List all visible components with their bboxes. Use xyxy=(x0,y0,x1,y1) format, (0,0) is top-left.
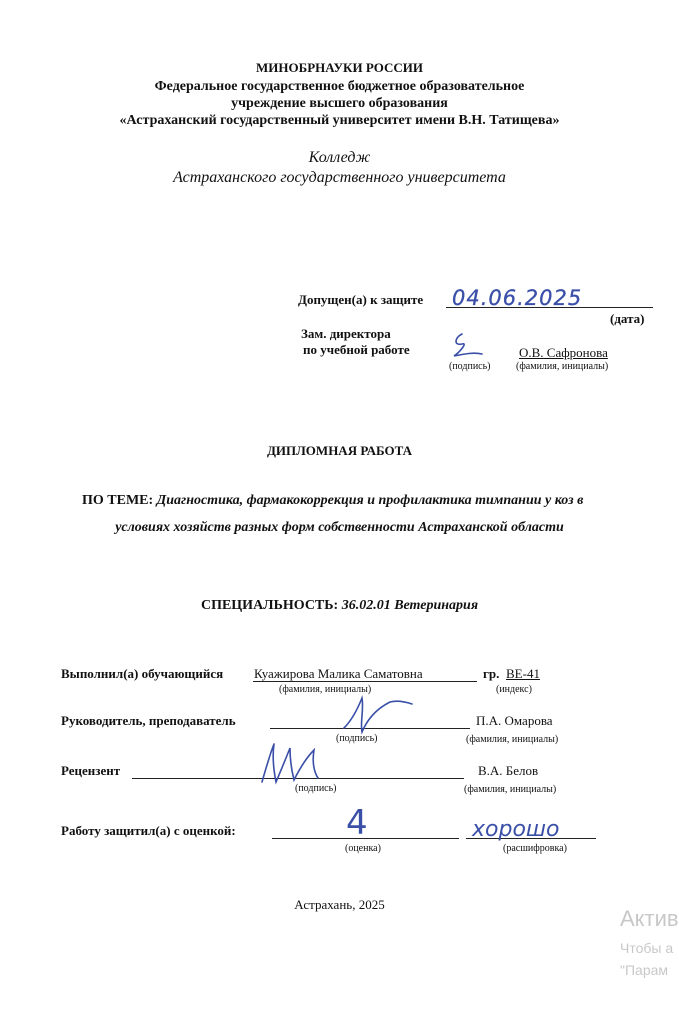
deputy-signature-caption: (подпись) xyxy=(449,361,491,372)
grade-label: Работу защитил(а) с оценкой: xyxy=(61,823,236,838)
topic-text-2: условиях хозяйств разных форм собственности Астраханской области xyxy=(115,520,564,535)
org-line-2: учреждение высшего образования xyxy=(231,96,448,111)
specialty-line xyxy=(0,598,679,614)
supervisor-name-caption: (фамилия, инициалы) xyxy=(466,734,559,745)
college-line-1: Колледж xyxy=(308,149,371,166)
specialty-value: 36.02.01 Ветеринария xyxy=(341,598,479,613)
svg-text:04.06.2025: 04.06.2025 xyxy=(452,286,583,310)
svg-text:хорошо: хорошо xyxy=(472,817,560,842)
svg-text:4: 4 xyxy=(346,803,368,842)
specialty-label: СПЕЦИАЛЬНОСТЬ: xyxy=(200,598,339,613)
handwritten-grade-word xyxy=(470,812,600,844)
deputy-title-2: по учебной работе xyxy=(303,342,410,357)
topic-line-1 xyxy=(82,493,583,509)
city-year: Астрахань, 2025 xyxy=(294,897,385,912)
work-title: ДИПЛОМНАЯ РАБОТА xyxy=(266,443,413,458)
reviewer-signature xyxy=(256,738,336,788)
student-name: Куажирова Малика Саматовна xyxy=(254,666,423,681)
student-name-caption: (фамилия, инициалы) xyxy=(279,684,372,695)
group-label: гр. xyxy=(483,666,500,681)
student-label: Выполнил(а) обучающийся xyxy=(61,666,224,681)
reviewer-name-caption: (фамилия, инициалы) xyxy=(464,784,557,795)
grade-word-caption: (расшифровка) xyxy=(503,843,567,854)
handwritten-date xyxy=(450,283,600,311)
reviewer-signature-caption: (подпись) xyxy=(295,783,337,794)
watermark-line-3: "Парам xyxy=(620,962,669,978)
supervisor-name: П.А. Омарова xyxy=(476,713,553,728)
topic-text-1: Диагностика, фармакокоррекция и профилактика тимпании у коз в xyxy=(156,493,584,508)
ministry-title: МИНОБРНАУКИ РОССИИ xyxy=(256,60,423,75)
group-caption: (индекс) xyxy=(496,684,532,695)
student-name-underline xyxy=(253,681,477,682)
college-line-2: Астраханского государственного университета xyxy=(173,169,506,186)
topic-label: ПО ТЕМЕ: xyxy=(82,493,154,508)
deputy-signature xyxy=(448,330,496,364)
watermark-line-1: Актив xyxy=(620,906,679,931)
date-caption: (дата) xyxy=(610,311,645,326)
deputy-name-caption: (фамилия, инициалы) xyxy=(516,361,609,372)
supervisor-label: Руководитель, преподаватель xyxy=(61,713,236,728)
reviewer-label: Рецензент xyxy=(61,763,121,778)
supervisor-signature-caption: (подпись) xyxy=(336,733,378,744)
org-line-1: Федеральное государственное бюджетное образовательное xyxy=(154,79,525,94)
supervisor-signature xyxy=(338,690,416,738)
watermark-line-2: Чтобы а xyxy=(620,940,674,956)
university-name: «Астраханский государственный университет имени В.Н. Татищева» xyxy=(119,113,560,128)
group-value: ВЕ-41 xyxy=(506,666,540,681)
reviewer-name: В.А. Белов xyxy=(478,763,539,778)
handwritten-grade xyxy=(340,800,376,842)
admission-label: Допущен(а) к защите xyxy=(298,292,424,307)
deputy-title-1: Зам. директора xyxy=(301,326,391,341)
grade-caption: (оценка) xyxy=(345,843,381,854)
deputy-name: О.В. Сафронова xyxy=(519,345,608,360)
